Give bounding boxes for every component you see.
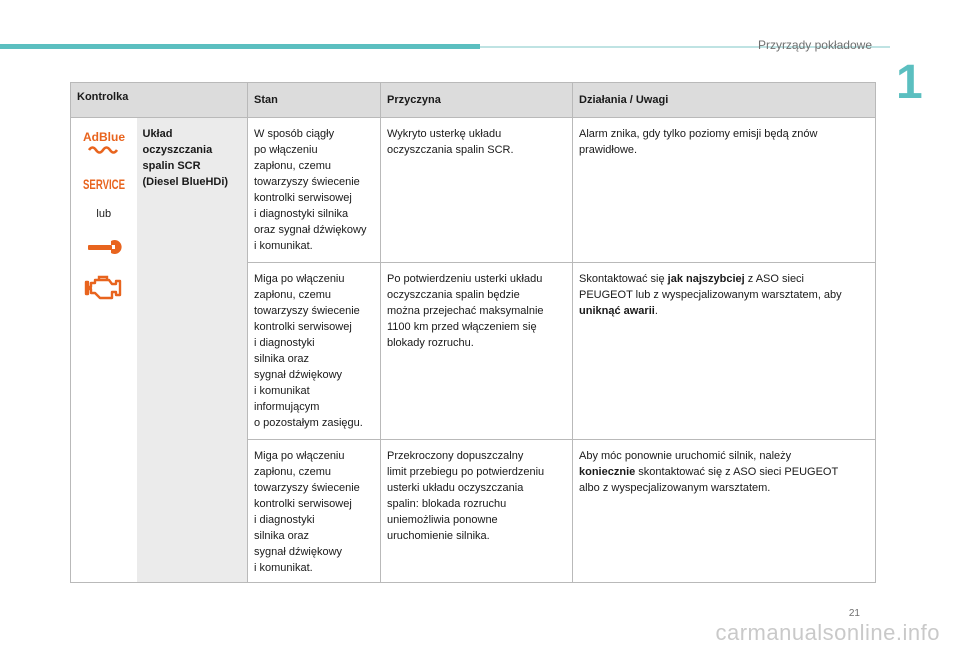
brand-name: PEUGEOT <box>784 466 839 478</box>
header-accent-bar <box>0 44 480 49</box>
text-line: silnika oraz <box>254 530 310 542</box>
watermark: carmanualsonline.info <box>715 620 940 645</box>
indicator-name-line: oczyszczania <box>142 144 213 156</box>
text-line: i diagnostyki <box>254 514 315 526</box>
text-line: prawidłowe. <box>579 144 638 156</box>
emphasis-text: uniknąć awarii <box>579 305 655 317</box>
wrench-icon <box>84 236 124 258</box>
warning-light-table <box>70 82 876 583</box>
condition-cell <box>248 118 381 263</box>
text-line: sygnał dźwiękowy <box>254 546 343 558</box>
indicator-name-line: (Diesel BlueHDi) <box>142 176 229 188</box>
indicator-name-line: spalin SCR <box>142 160 201 172</box>
indicator-icons-cell <box>71 118 137 583</box>
text-line: Wykryto usterkę układu <box>387 128 502 140</box>
section-title: Przyrządy pokładowe <box>757 38 872 52</box>
text-line: spalin: blokada rozruchu <box>387 498 507 510</box>
text-line: oczyszczania spalin będzie <box>387 289 520 301</box>
text-line: 1100 km przed włączeniem się <box>387 321 537 333</box>
text-line: zapłonu, czemu <box>254 466 332 478</box>
text-line: Aby móc ponownie uruchomić silnik, należy <box>579 450 792 462</box>
condition-cell <box>248 440 381 583</box>
action-cell <box>573 440 876 583</box>
text-line: towarzyszy świecenie <box>254 305 360 317</box>
text-line: i komunikat <box>254 385 310 397</box>
condition-cell <box>248 263 381 440</box>
emphasis-text: koniecznie <box>579 466 636 478</box>
text-line: i komunikat. <box>254 240 313 252</box>
text-line: można przejechać maksymalnie <box>387 305 544 317</box>
text-span: lub z wyspecjalizowanym warsztatem, aby <box>632 289 842 301</box>
service-icon-text: SERVICE <box>82 176 125 192</box>
service-icon <box>81 172 127 196</box>
text-line: towarzyszy świecenie <box>254 482 360 494</box>
cause-cell <box>381 263 573 440</box>
text-line: kontrolki serwisowej <box>254 321 352 333</box>
text-span: z ASO sieci <box>744 273 804 285</box>
text-span: . <box>654 305 658 317</box>
text-line: W sposób ciągły <box>254 128 335 140</box>
cause-cell <box>381 440 573 583</box>
indicator-name-cell <box>137 118 248 583</box>
text-line: zapłonu, czemu <box>254 160 332 172</box>
text-line: Miga po włączeniu <box>254 450 345 462</box>
table-header-row <box>71 83 876 118</box>
text-line: oraz sygnał dźwiękowy <box>254 224 367 236</box>
emphasis-text: jak najszybciej <box>667 273 745 285</box>
text-line: po włączeniu <box>254 144 318 156</box>
action-cell <box>573 118 876 263</box>
text-line <box>579 271 869 287</box>
text-line: kontrolki serwisowej <box>254 498 352 510</box>
text-line: i diagnostyki silnika <box>254 208 349 220</box>
text-line: Przekroczony dopuszczalny <box>387 450 524 462</box>
text-line: sygnał dźwiękowy <box>254 369 343 381</box>
engine-check-icon <box>84 272 124 304</box>
text-line: blokady rozruchu. <box>387 337 474 349</box>
brand-name: PEUGEOT <box>579 289 633 301</box>
cause-cell <box>381 118 573 263</box>
text-line: towarzyszy świecenie <box>254 176 360 188</box>
text-span: Skontaktować się <box>579 273 668 285</box>
text-line <box>579 464 869 480</box>
adblue-icon <box>81 128 127 158</box>
text-line: informującym <box>254 401 320 413</box>
text-line: oczyszczania spalin SCR. <box>387 144 514 156</box>
column-header-stan: Stan <box>248 83 381 118</box>
or-label: lub <box>96 208 112 220</box>
text-line: silnika oraz <box>254 353 310 365</box>
column-header-przyczyna: Przyczyna <box>381 83 573 118</box>
text-line: kontrolki serwisowej <box>254 192 352 204</box>
text-line: Po potwierdzeniu usterki układu <box>387 273 543 285</box>
text-line: o pozostałym zasięgu. <box>254 417 363 429</box>
page-number: 21 <box>848 608 860 619</box>
table-row <box>71 118 876 263</box>
adblue-icon-text: AdBlue <box>82 130 125 144</box>
text-line: usterki układu oczyszczania <box>387 482 524 494</box>
text-line: Alarm znika, gdy tylko poziomy emisji będą znów <box>579 128 818 140</box>
indicator-name-line: Układ <box>142 128 173 140</box>
chapter-number: 1 <box>896 56 923 109</box>
column-header-dzialania: Działania / Uwagi <box>573 83 876 118</box>
text-line <box>579 287 869 303</box>
text-line: albo z wyspecjalizowanym warsztatem. <box>579 482 771 494</box>
text-line: Miga po włączeniu <box>254 273 345 285</box>
text-line: uruchomienie silnika. <box>387 530 490 542</box>
text-line: i diagnostyki <box>254 337 315 349</box>
column-header-kontrolka: Kontrolka <box>71 83 248 118</box>
text-line: zapłonu, czemu <box>254 289 332 301</box>
action-cell <box>573 263 876 440</box>
text-line <box>579 303 869 319</box>
text-span: skontaktować się z ASO sieci <box>635 466 785 478</box>
text-line: uniemożliwia ponowne <box>387 514 498 526</box>
text-line: limit przebiegu po potwierdzeniu <box>387 466 545 478</box>
text-line: i komunikat. <box>254 562 313 574</box>
